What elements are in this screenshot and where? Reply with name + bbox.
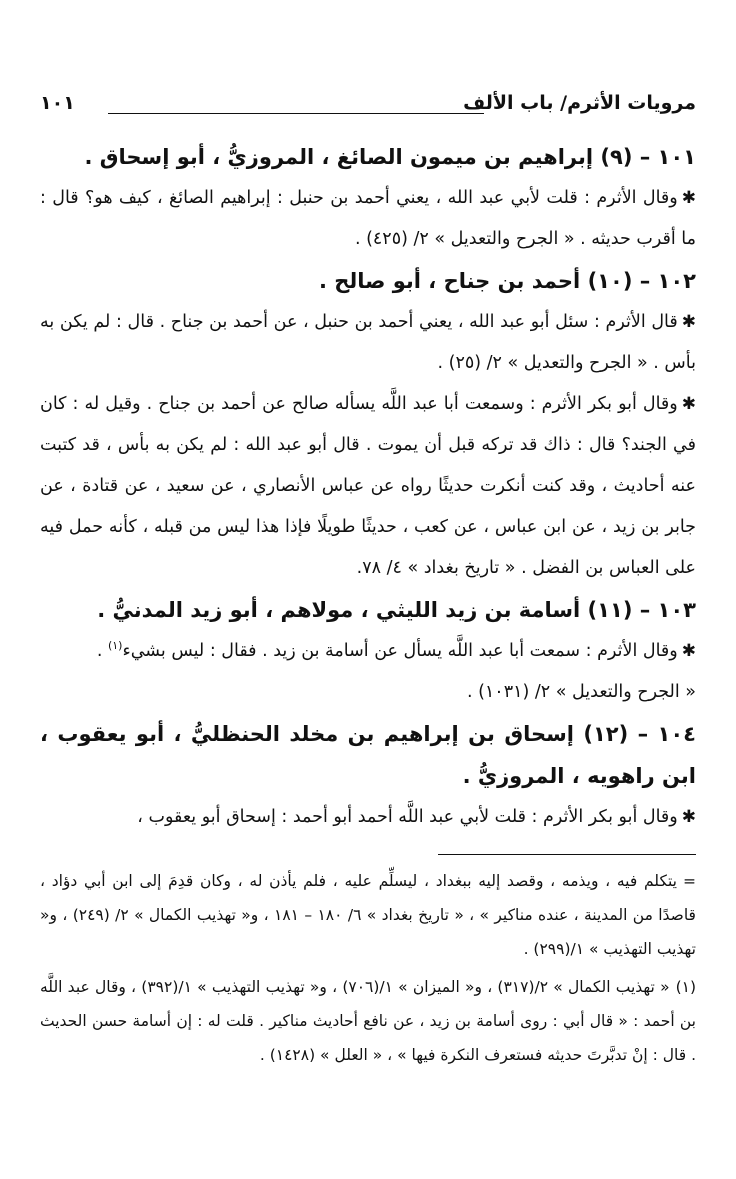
paragraph-text: قال الأثرم : سئل أبو عبد الله ، يعني أحمد بن حنبل ، عن أحمد بن جناح . قال : لم يكن به بأس . « الجرح والتعديل » ٢/ (٢٥) . — [40, 312, 696, 373]
paragraph-text: وقال أبو بكر الأثرم : قلت لأبي عبد اللَّه أحمد أبو أحمد : إسحاق أبو يعقوب ، — [137, 807, 678, 827]
paragraph-text: وقال الأثرم : قلت لأبي عبد الله ، يعني أحمد بن حنبل : إبراهيم الصائغ ، كيف هو؟ قال : ما أقرب حديثه . « الجرح والتعديل » ٢/ (٤٢٥) . — [40, 188, 696, 249]
footnotes — [40, 864, 696, 1076]
paragraph-text: وقال الأثرم : سمعت أبا عبد اللَّه يسأل عن أسامة بن زيد . فقال : ليس بشيء — [122, 641, 678, 661]
footnote-mark: = — [683, 872, 696, 890]
entry-title-102: ١٠٢ – (١٠) أحمد بن جناح ، أبو صالح . — [318, 269, 696, 293]
star-icon: ✱ — [681, 188, 696, 208]
entry-103-citation: « الجرح والتعديل » ٢/ (١٠٣١) . — [466, 682, 696, 702]
entry-title-103: ١٠٣ – (١١) أسامة بن زيد الليثي ، مولاهم ، أبو زيد المدنيُّ . — [97, 598, 696, 622]
footnote-continued — [40, 864, 696, 966]
book-page — [40, 0, 696, 1179]
main-text — [40, 136, 696, 838]
footnote-rule — [438, 854, 696, 855]
paragraph-text: وقال أبو بكر الأثرم : وسمعت أبا عبد اللَّه يسأله صالح عن أحمد بن جناح . وقيل له : كان في الجند؟ قال : ذاك قد تركه قبل أن يموت . قال أبو عبد الله : لم يكن به بأس ، قد كتبت عنه أحاديث ، وقد كنت أنكرت حديثًا رواه عن عباس الأنصاري ، عن سعيد ، عن قتادة ، عن جابر بن زيد ، عن ابن عباس ، عن كعب ، حديثًا طويلًا فإذا هذا ليس من قبله ، كأنه حمل فيه على العباس بن الفضل . « تاريخ بغداد » ٤/ ٧٨. — [40, 394, 696, 578]
entry-102-paragraph-1 — [40, 302, 696, 384]
entry-104-paragraph — [40, 797, 696, 838]
star-icon: ✱ — [681, 807, 696, 827]
entry-title-104: ١٠٤ – (١٢) إسحاق بن إبراهيم بن مخلد الحنظليُّ ، أبو يعقوب ، ابن راهويه ، المروزيُّ . — [40, 722, 696, 788]
entry-title-101: ١٠١ – (٩) إبراهيم بن ميمون الصائغ ، المروزيُّ ، أبو إسحاق . — [84, 145, 696, 169]
footnote-ref: (١) — [107, 639, 123, 653]
star-icon: ✱ — [681, 394, 696, 414]
footnote-text: « تهذيب الكمال » ٢/(٣١٧) ، و« الميزان » ١/(٧٠٦) ، و« تهذيب التهذيب » ١/(٣٩٢) ، وقال عبد اللَّه بن أحمد : « قال أبي : روى أسامة بن زيد ، عن نافع أحاديث مناكير . قلت له : إن أسامة حسن الحديث . قال : إنْ تدبَّرتَ حديثه فستعرف النكرة فيها » ، « العلل » (١٤٢٨) . — [40, 978, 696, 1064]
footnote-text: يتكلم فيه ، ويذمه ، وقصد إليه ببغداد ، ليسلِّم عليه ، فلم يأذن له ، وكان قدِمَ إلى ابن أبي دؤاد ، قاصدًا من المدينة ، عنده مناكير » ، « تاريخ بغداد » ٦/ ١٨٠ – ١٨١ ، و« تهذيب الكمال » ٢/ (٢٤٩) ، و« تهذيب التهذيب » ١/(٢٩٩) . — [40, 872, 696, 958]
entry-101-paragraph — [40, 178, 696, 260]
running-head: مرويات الأثرم/ باب الألف — [463, 92, 696, 114]
entry-103-paragraph: ✱وقال الأثرم : سمعت أبا عبد اللَّه يسأل عن أسامة بن زيد . فقال : ليس بشيء$^{(١)}$ . — [96, 639, 696, 661]
footnote-mark: (١) — [675, 978, 697, 996]
footnote-1 — [40, 970, 696, 1072]
star-icon: ✱ — [681, 641, 696, 661]
header-rule — [108, 113, 484, 114]
entry-102-paragraph-2 — [40, 384, 696, 589]
page-header — [40, 86, 696, 126]
page-number: ١٠١ — [40, 92, 75, 114]
star-icon: ✱ — [681, 312, 696, 332]
